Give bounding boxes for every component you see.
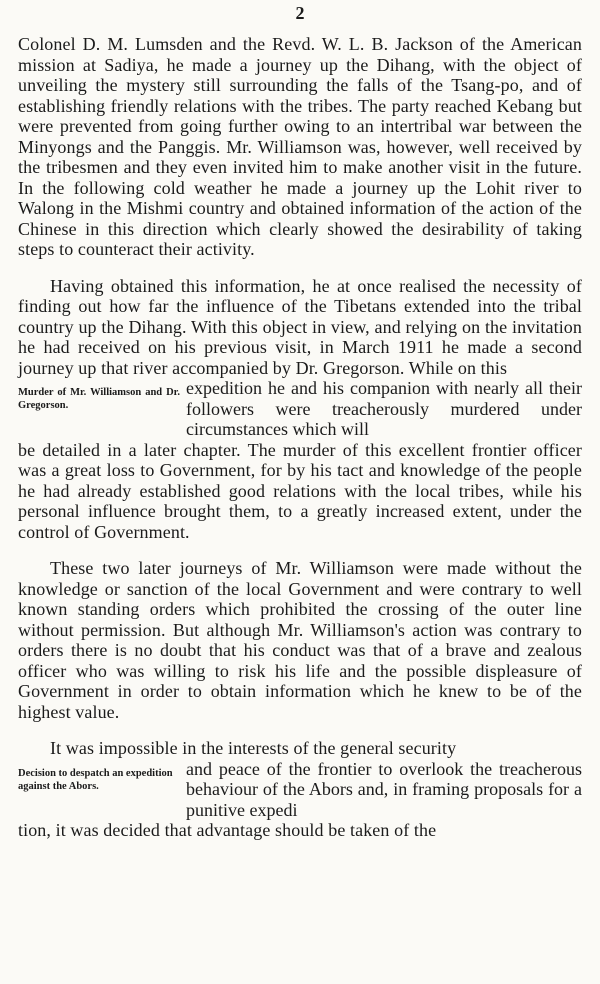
paragraph-2-marginal-block: [18, 378, 582, 440]
marginal-note-decision: Decision to despatch an expedition against the Abors.: [18, 767, 173, 792]
paragraph-2-lead: Having obtained this information, he at once realised the necessity of finding out how far the influence of the Tibetans extended into the tribal country up the Dihang. With this object in view, and relying on the invitation he had received on his previous visit, in March 1911 he made a second journey up that river accompanied by Dr. Gregorson. While on this: [18, 275, 582, 378]
paragraph-3: These two later journeys of Mr. Williamson were made without the knowledge or sanction of the local Government and were contrary to well known standing orders which prohibited the crossing of the outer line without permission. But although Mr. Williamson's action was contrary to orders there is no doubt that his conduct was that of a brave and zealous officer who was willing to risk his life and the possible displeasure of Government in order to obtain information which he knew to be of the highest value.: [18, 558, 582, 722]
page-number: 2: [295, 3, 305, 23]
paragraph-gap: [18, 542, 582, 558]
paragraph-4-tail: tion, it was decided that advantage should be taken of the: [18, 820, 437, 840]
paragraph-1: Colonel D. M. Lumsden and the Revd. W. L. B. Jackson of the American mission at Sadiya, he made a journey up the Dihang, with the object of unveiling the mystery still surrounding the falls of the Tsang-po, and of establishing friendly relations with the tribes. The party reached Kebang but were prevented from going further owing to an intertribal war between the Minyongs and the Panggis. Mr. Williamson was, however, well received by the tribesmen and they even invited him to make another visit in the future. In the following cold weather he made a journey up the Lohit river to Walong in the Mishmi country and obtained information of the action of the Chinese in this direction which clearly showed the desirability of taking steps to counteract their activity.: [18, 34, 582, 259]
paragraph-2-beside-note: expedition he and his companion with nearly all their followers were treacherously murdered under circumstances which will: [186, 378, 582, 439]
paragraph-gap: [18, 722, 582, 738]
marginal-note-murder: Murder of Mr. Williamson and Dr. Gregorson.: [18, 387, 180, 411]
paragraph-2-tail: be detailed in a later chapter. The murder of this excellent frontier officer was a great loss to Government, for by his tact and knowledge of the people he had already established good relations with the local tribes, while his personal influence brought them, to a greatly increased extent, under the control of Government.: [18, 439, 582, 542]
paragraph-gap: [18, 260, 582, 276]
paragraph-4-marginal-block: [18, 759, 582, 821]
paragraph-4-beside-note: and peace of the frontier to overlook the treacherous behaviour of the Abors and, in framing proposals for a punitive expedi: [186, 758, 582, 820]
paragraph-4-lead: It was impossible in the interests of the general security: [50, 738, 457, 758]
